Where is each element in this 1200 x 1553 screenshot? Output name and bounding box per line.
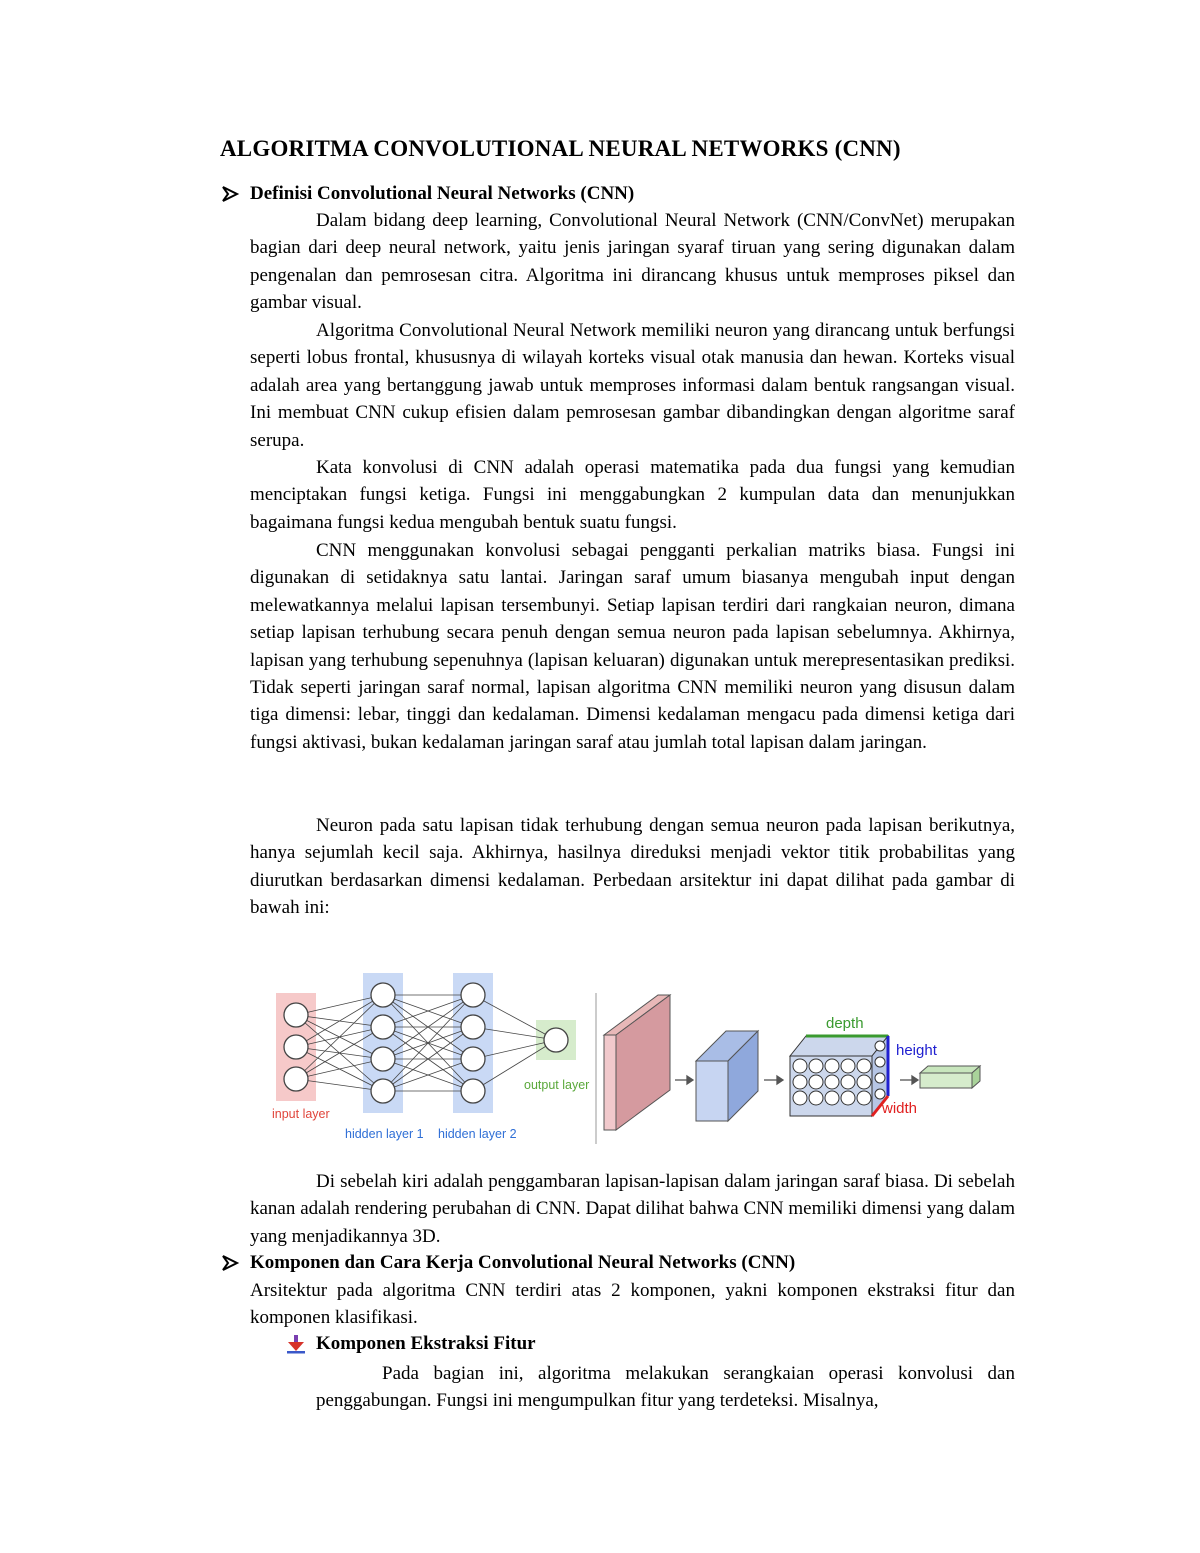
hidden2-node	[461, 1079, 485, 1103]
arrowhead-bullet-icon	[220, 184, 240, 204]
height-label: height	[896, 1042, 937, 1059]
paragraph-intro-komponen: Arsitektur pada algoritma CNN terdiri atas 2 komponen, yakni komponen ekstraksi fitur dan komponen klasifikasi.	[250, 1280, 1015, 1329]
subheading-text: Komponen Ekstraksi Fitur	[316, 1333, 536, 1354]
paragraph-ekstraksi-fitur: Pada bagian ini, algoritma melakukan serangkaian operasi konvolusi dan penggabungan. Fungsi ini mengumpulkan fitur yang terdeteksi. Misalnya,	[316, 1363, 1015, 1412]
paragraph-3: Kata konvolusi di CNN adalah operasi matematika pada dua fungsi yang kemudian menciptakan fungsi ketiga. Fungsi ini menggabungkan 2 kumpulan data dan menunjukkan bagaimana fungsi kedua mengubah bentuk suatu fungsi.	[250, 457, 1015, 533]
paragraph-2: Algoritma Convolutional Neural Network memiliki neuron yang dirancang untuk berfungsi seperti lobus frontal, khususnya di wilayah korteks visual otak manusia dan hewan. Korteks visual adalah area yang bertanggung jawab untuk memproses informasi dalam bentuk rangsangan visual. Ini membuat CNN cukup efisien dalam pemrosesan gambar dibandingkan dengan algoritme saraf serupa.	[250, 320, 1015, 451]
cnn-architecture-figure	[270, 968, 990, 1146]
input-layer-label: input layer	[272, 1107, 330, 1121]
output-node	[544, 1028, 568, 1052]
input-node	[284, 1035, 308, 1059]
hidden1-node	[371, 1047, 395, 1071]
input-node	[284, 1067, 308, 1091]
paragraph-after-figure: Di sebelah kiri adalah penggambaran lapisan-lapisan dalam jaringan saraf biasa. Di sebelah kanan adalah rendering perubahan di CNN. Dapat dilihat bahwa CNN memiliki dimensi yang dalam yang menjadikannya 3D.	[250, 1171, 1015, 1247]
blue-volume	[696, 1031, 758, 1121]
down-arrow-bullet-icon	[286, 1334, 306, 1354]
hidden1-node	[371, 1079, 395, 1103]
width-label: width	[882, 1100, 918, 1117]
output-vector	[920, 1066, 980, 1088]
section-heading-text: Komponen dan Cara Kerja Convolutional Neural Networks (CNN)	[250, 1252, 796, 1273]
hidden1-node	[371, 983, 395, 1007]
section-heading-komponen	[250, 1252, 795, 1274]
network-connections	[296, 995, 556, 1091]
hidden2-node	[461, 983, 485, 1007]
hidden-layer-1-label: hidden layer 1	[345, 1127, 424, 1141]
paragraph-4: CNN menggunakan konvolusi sebagai pengganti perkalian matriks biasa. Fungsi ini digunakan di setidaknya satu lantai. Jaringan saraf umum biasanya mengubah input dengan melewatkannya melalui lapisan tersembunyi. Setiap lapisan terdiri dari rangkaian neuron, dimana setiap lapisan terhubung secara penuh dengan semua neuron pada lapisan sebelumnya. Akhirnya, lapisan yang terhubung sepenuhnya (lapisan keluaran) digunakan untuk merepresentasikan prediksi. Tidak seperti jaringan saraf normal, lapisan algoritma CNN memiliki neuron yang disusun dalam tiga dimensi: lebar, tinggi dan kedalaman. Dimensi kedalaman mengacu pada dimensi ketiga dari fungsi aktivasi, bukan kedalaman jaringan saraf atau jumlah total lapisan dalam jaringan.	[250, 540, 1015, 753]
hidden-layer-2-label: hidden layer 2	[438, 1127, 517, 1141]
input-volume	[604, 995, 670, 1130]
paragraph-5: Neuron pada satu lapisan tidak terhubung dengan semua neuron pada lapisan berikutnya, hanya sejumlah kecil saja. Akhirnya, hasilnya direduksi menjadi vektor titik probabilitas yang diurutkan berdasarkan dimensi kedalaman. Perbedaan arsitektur ini dapat dilihat pada gambar di bawah ini:	[250, 815, 1015, 919]
arrowhead-bullet-icon	[220, 1253, 240, 1273]
input-node	[284, 1003, 308, 1027]
cnn-diagram	[270, 968, 990, 1146]
arrow-icon	[912, 1076, 918, 1084]
arrow-icon	[687, 1076, 693, 1084]
hidden2-node	[461, 1047, 485, 1071]
document-title: ALGORITMA CONVOLUTIONAL NEURAL NETWORKS (CNN)	[220, 136, 901, 161]
hidden2-node	[461, 1015, 485, 1039]
output-layer-label: output layer	[524, 1078, 590, 1092]
paragraph-1: Dalam bidang deep learning, Convolutional Neural Network (CNN/ConvNet) merupakan bagian dari deep neural network, yaitu jenis jaringan syaraf tiruan yang sering digunakan dalam pengenalan dan pemrosesan citra. Algoritma ini dirancang khusus untuk memproses piksel dan gambar visual.	[250, 210, 1015, 314]
depth-label: depth	[826, 1015, 864, 1032]
subheading-ekstraksi-fitur	[316, 1333, 536, 1355]
section-heading-text: Definisi Convolutional Neural Networks (CNN)	[250, 183, 635, 204]
hidden1-node	[371, 1015, 395, 1039]
section-heading-definisi	[250, 183, 634, 205]
neuron-volume	[790, 1036, 888, 1116]
arrow-icon	[777, 1076, 783, 1084]
